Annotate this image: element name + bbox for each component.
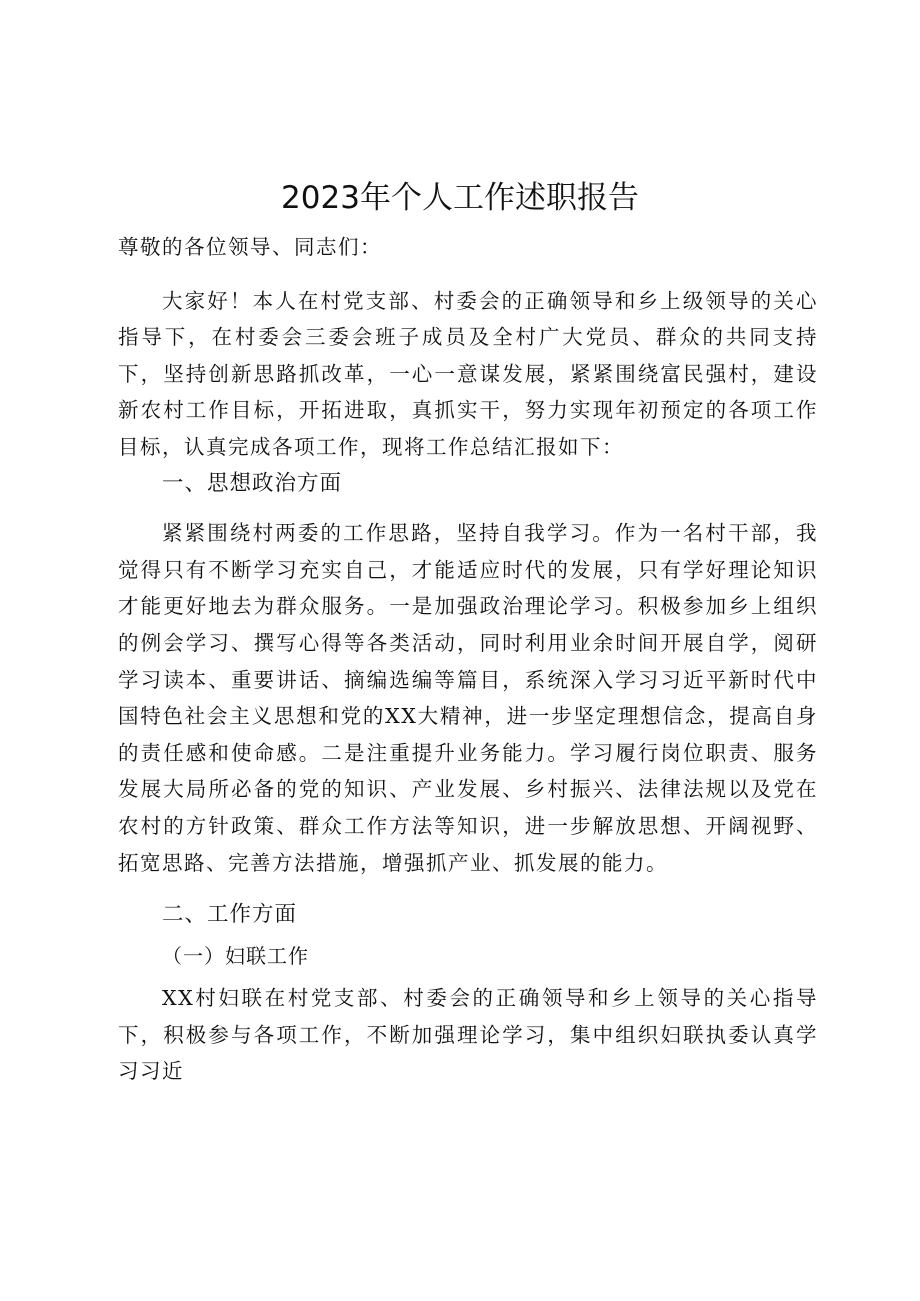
womens-federation-paragraph: XX村妇联在村党支部、村委会的正确领导和乡上领导的关心指导下，积极参与各项工作，不断加强理论学习，集中组织妇联执委认真学习习近 [118, 986, 818, 1084]
document-title: 2023年个人工作述职报告 [281, 180, 639, 216]
subsection-heading-womens-federation: （一）妇联工作 [162, 943, 309, 968]
political-paragraph: 紧紧围绕村两委的工作思路，坚持自我学习。作为一名村干部，我觉得只有不断学习充实自己，才能适应时代的发展，只有学好理论知识才能更好地去为群众服务。一是加强政治理论学习。积极参加乡上组织的例会学习、撰写心得等各类活动，同时利用业余时间开展自学，阅研学习读本、重要讲话、摘编选编等篇目，系统深入学习习近平新时代中国特色社会主义思想和党的XX大精神，进一步坚定理想信念，提高自身的责任感和使命感。二是注重提升业务能力。学习履行岗位职责、服务发展大局所必备的党的知识、产业发展、乡村振兴、法律法规以及党在农村的方针政策、群众工作方法等知识，进一步解放思想、开阔视野、拓宽思路、完善方法措施，增强抓产业、抓发展的能力。 [118, 521, 818, 875]
section-heading-work: 二、工作方面 [162, 902, 298, 928]
greeting-line: 尊敬的各位领导、同志们： [118, 235, 382, 259]
document-body [118, 229, 818, 1090]
intro-paragraph: 大家好！本人在村党支部、村委会的正确领导和乡上级领导的关心指导下，在村委会三委会班子成员及全村广大党员、群众的共同支持下，坚持创新思路抓改革，一心一意谋发展，紧紧围绕富民强村，建设新农村工作目标，开拓进取，真抓实干，努力实现年初预定的各项工作目标，认真完成各项工作，现将工作总结汇报如下： [118, 288, 818, 459]
section-heading-political: 一、思想政治方面 [162, 470, 343, 496]
